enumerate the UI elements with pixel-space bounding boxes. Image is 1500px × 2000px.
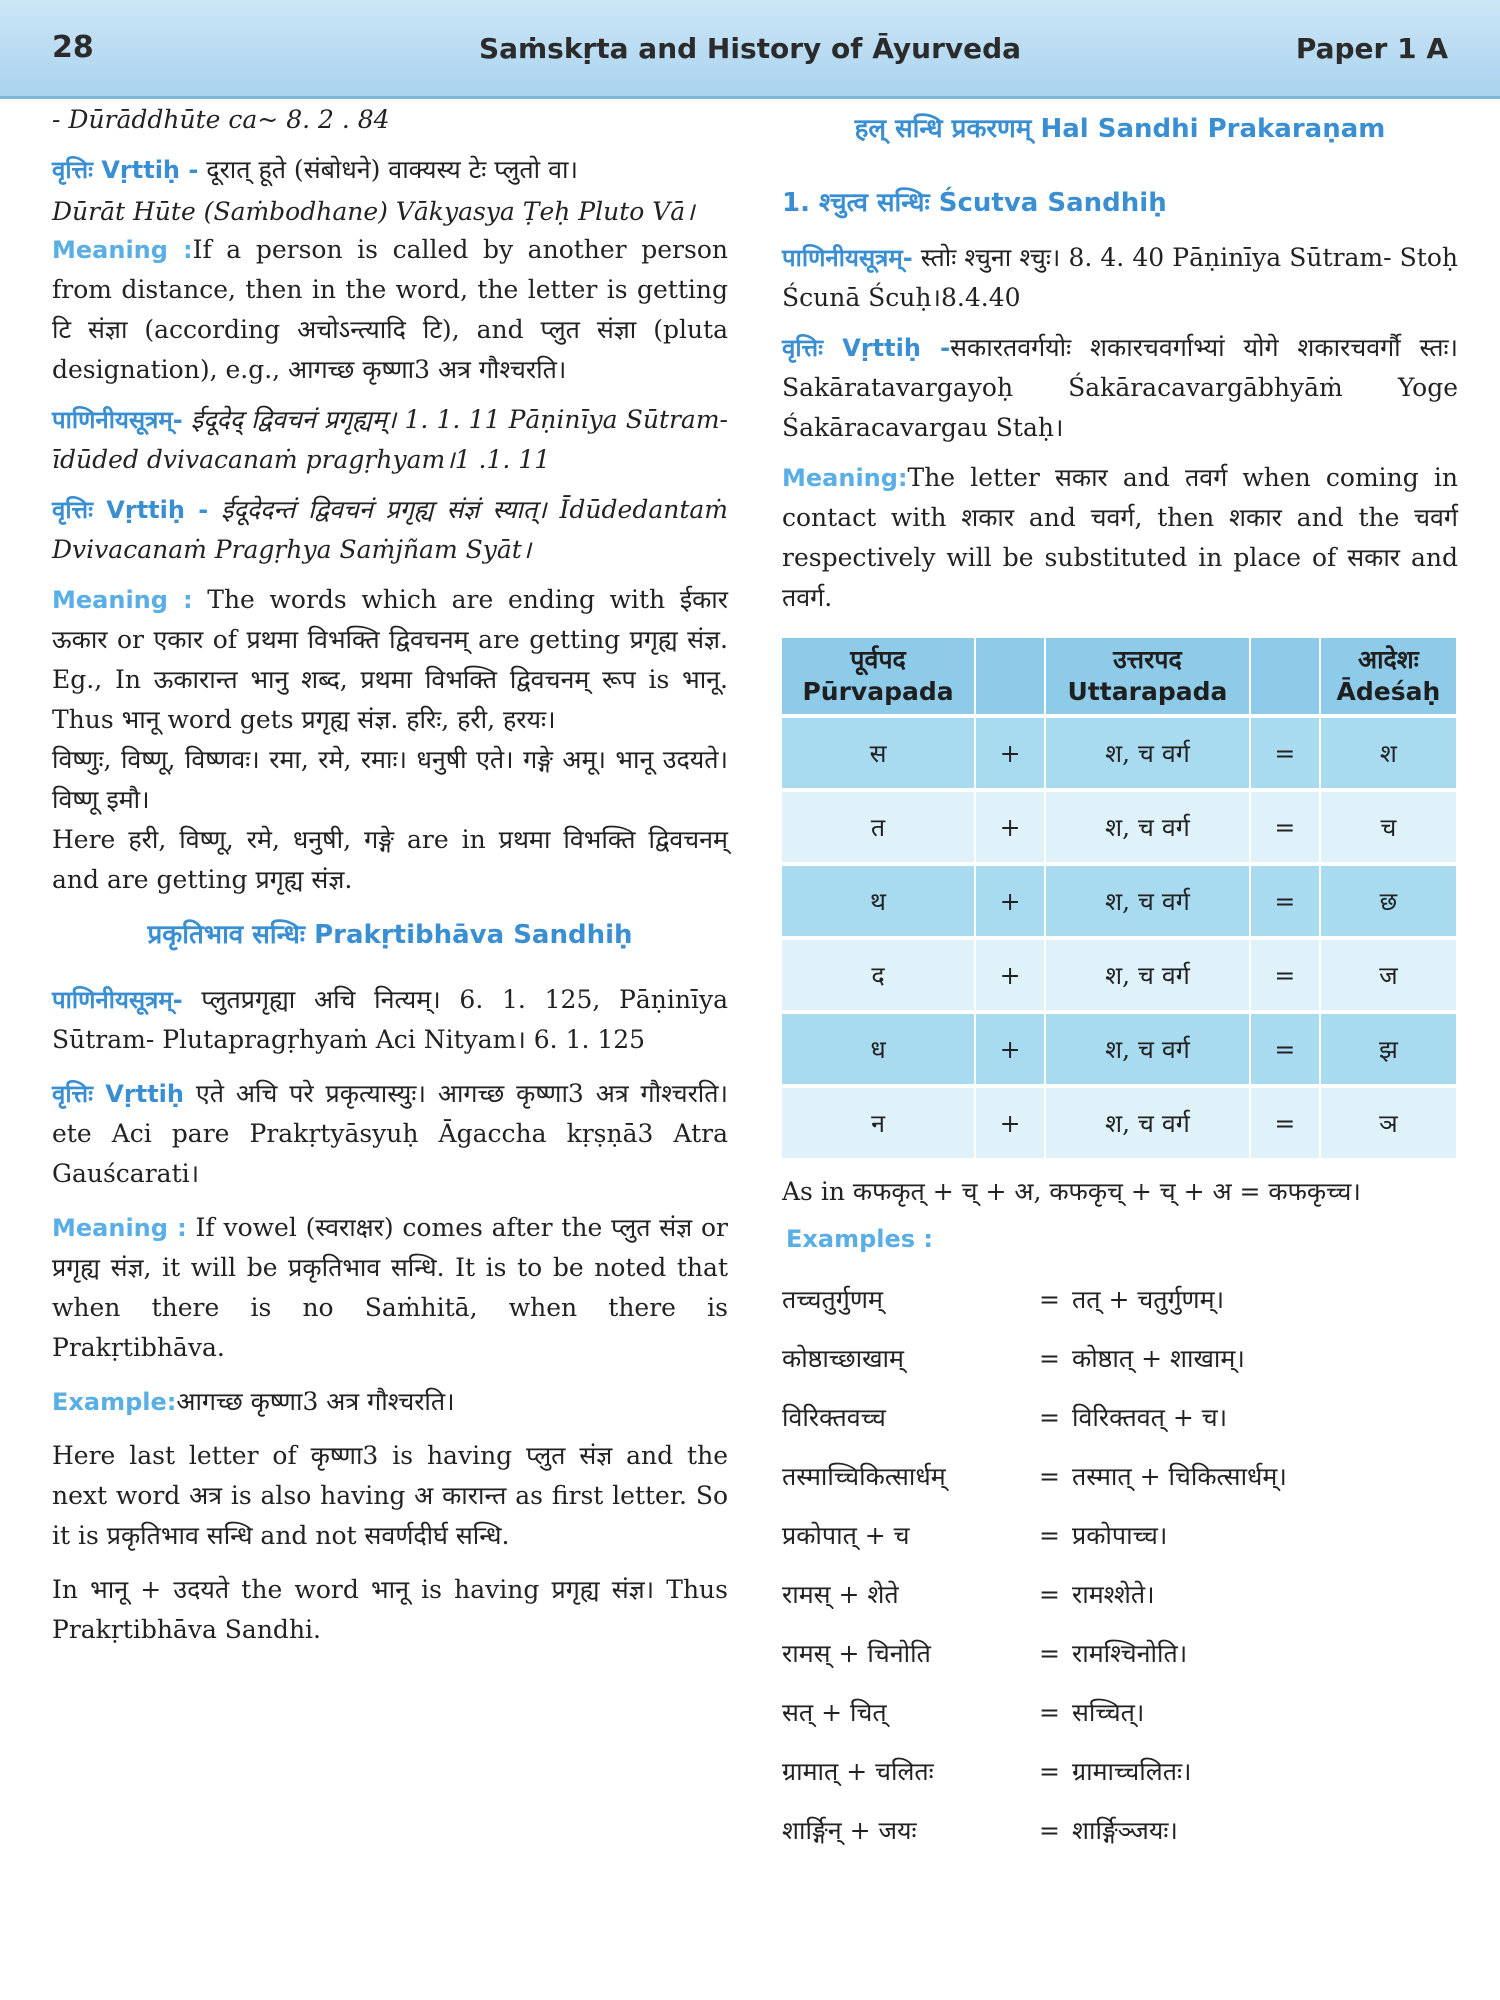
vrtti-paragraph: वृत्तिः Vṛttiḥ - दूरात् हूते (संबोधने) वाक्यस्य टेः प्लुतो वा। — [52, 155, 578, 184]
examples-list — [782, 1270, 1458, 1860]
table-cell: = — [1250, 864, 1320, 938]
vrtti-paragraph: वृत्तिः Vṛttiḥ -सकारतवर्गयोः शकारचवर्गाभ्यां योगे शकारचवर्गौ स्तः। Sakāratavargayoḥ Śakāracavargābhyāṁ Yoge Śakāracavargau Staḥ। — [782, 333, 1458, 442]
table-row — [782, 1086, 1457, 1158]
list-item: रामस् + चिनोति = रामश्चिनोति। — [782, 1638, 1188, 1668]
table-cell: श, च वर्ग — [1045, 790, 1250, 864]
list-item: तस्माच्चिकित्सार्धम् = तस्मात् + चिकित्सार्धम्। — [782, 1461, 1287, 1491]
table-cell: श, च वर्ग — [1045, 1012, 1250, 1086]
table-row — [782, 790, 1457, 864]
sutra-paragraph: पाणिनीयसूत्रम्- प्लुतप्रगृह्या अचि नित्यम्। 6. 1. 125, Pāṇinīya Sūtram- Plutapragṛhyaṁ Aci Nityam। 6. 1. 125 — [52, 985, 728, 1054]
table-cell: + — [975, 938, 1045, 1012]
table-cell: = — [1250, 1012, 1320, 1086]
table-cell: + — [975, 716, 1045, 790]
table-row — [782, 1012, 1457, 1086]
table-cell: श, च वर्ग — [1045, 864, 1250, 938]
left-column — [52, 100, 728, 1660]
section-heading: हल् सन्धि प्रकरणम् Hal Sandhi Prakaraṇam — [854, 114, 1386, 144]
col-header-spacer — [975, 638, 1045, 716]
examples-paragraph: विष्णुः, विष्णू, विष्णवः। रमा, रमे, रमाः। धनुषी एते। गङ्गे अमू। भानू उदयते। विष्णू इमौ। — [52, 745, 728, 814]
table-cell: = — [1250, 716, 1320, 790]
explanation-paragraph: Here last letter of कृष्णा3 is having प्लुत संज्ञ and the next word अत्र is also having अ कारान्त as first letter. So it is प्रकृतिभाव सन्धि and not सवर्णदीर्घ सन्धि. — [52, 1441, 728, 1550]
col-header-uttarapada: उत्तरपद Uttarapada — [1045, 638, 1250, 716]
meaning-paragraph: Meaning : The words which are ending with ईकार ऊकार or एकार of प्रथमा विभक्ति द्विवचनम् are getting प्रगृह्य संज्ञ. Eg., In ऊकारान्त भानु शब्द, प्रथमा विभक्ति द्विवचनम् रूप is भानू. Thus भानू word gets प्रगृह्य संज्ञ. हरिः, हरी, हरयः। — [52, 585, 728, 734]
explanation-paragraph: Here हरी, विष्णू, रमे, धनुषी, गङ्गे are in प्रथमा विभक्ति द्विवचनम् and are getting प्रगृह्य संज्ञ. — [52, 825, 728, 894]
table-cell: = — [1250, 790, 1320, 864]
table-cell: ञ — [1320, 1086, 1457, 1158]
table-row — [782, 716, 1457, 790]
sandhi-table — [782, 638, 1458, 1158]
table-cell: द — [782, 938, 975, 1012]
list-item: सत् + चित् = सच्चित्। — [782, 1697, 1145, 1727]
example-paragraph: Example:आगच्छ कृष्णा3 अत्र गौश्चरति। — [52, 1387, 455, 1416]
table-cell: + — [975, 1012, 1045, 1086]
table-cell: + — [975, 790, 1045, 864]
list-item: ग्रामात् + चलितः = ग्रामाच्चलितः। — [782, 1756, 1192, 1786]
paper-label: Paper 1 A — [1295, 32, 1448, 65]
list-item: रामस् + शेते = रामश्शेते। — [782, 1579, 1155, 1609]
book-title: Saṁskṛta and History of Āyurveda — [478, 32, 1022, 65]
table-cell: श — [1320, 716, 1457, 790]
transliteration: Dūrāt Hūte (Saṁbodhane) Vākyasya Ṭeḥ Pluto Vā। — [52, 197, 695, 226]
table-cell: श, च वर्ग — [1045, 716, 1250, 790]
vrtti-paragraph: वृत्तिः Vṛttiḥ एते अचि परे प्रकृत्यास्युः। आगच्छ कृष्णा3 अत्र गौश्चरति। ete Aci pare Prakṛtyāsyuḥ Āgaccha kṛṣṇā3 Atra Gauścarati। — [52, 1079, 729, 1188]
table-cell: झ — [1320, 1012, 1457, 1086]
meaning-paragraph: Meaning:The letter सकार and तवर्ग when coming in contact with शकार and चवर्ग, then शकार and the चवर्ग respectively will be substituted in place of सकार and तवर्ग. — [782, 463, 1458, 612]
table-cell: श, च वर्ग — [1045, 1086, 1250, 1158]
sutra-ref: - Dūrāddhūte ca~ 8. 2 . 84 — [52, 105, 390, 134]
list-item: कोष्ठाच्छाखाम् = कोष्ठात् + शाखाम्। — [782, 1343, 1245, 1373]
table-cell: ज — [1320, 938, 1457, 1012]
table-cell: त — [782, 790, 975, 864]
meaning-paragraph: Meaning : If vowel (स्वराक्षर) comes after the प्लुत संज्ञ or प्रगृह्य संज्ञ, it will be प्रकृतिभाव सन्धि. It is to be noted that when there is no Saṁhitā, when there is Prakṛtibhāva. — [52, 1213, 728, 1362]
table-cell: च — [1320, 790, 1457, 864]
table-row — [782, 864, 1457, 938]
as-in-paragraph: As in कफकृत् + च् + अ, कफकृच् + च् + अ = कफकृच्च। — [782, 1177, 1361, 1206]
page-number: 28 — [52, 30, 94, 65]
col-header-purvapada: पूर्वपद Pūrvapada — [782, 638, 975, 716]
page-header — [0, 0, 1500, 99]
table-header-row — [782, 638, 1457, 716]
list-item: शार्ङ्गिन् + जयः = शार्ङ्गिञ्जयः। — [782, 1815, 1178, 1845]
table-cell: = — [1250, 1086, 1320, 1158]
conclusion-paragraph: In भानू + उदयते the word भानू is having प्रगृह्य संज्ञ। Thus Prakṛtibhāva Sandhi. — [52, 1575, 728, 1644]
sub-heading: 1. श्चुत्व सन्धिः Ścutva Sandhiḥ — [782, 188, 1167, 218]
list-item: प्रकोपात् + च = प्रकोपाच्च। — [782, 1520, 1168, 1550]
col-header-adesah: आदेशः Ādeśaḥ — [1320, 638, 1457, 716]
table-row — [782, 938, 1457, 1012]
table-cell: स — [782, 716, 975, 790]
right-column — [782, 100, 1458, 1860]
list-item: तच्चतुर्गुणम् = तत् + चतुर्गुणम्। — [782, 1284, 1225, 1314]
table-cell: छ — [1320, 864, 1457, 938]
sutra-paragraph: पाणिनीयसूत्रम्- स्तोः श्चुना श्चुः। 8. 4. 40 Pāṇinīya Sūtram- Stoḥ Ścunā Ścuḥ।8.4.40 — [782, 243, 1458, 312]
table-cell: न — [782, 1086, 975, 1158]
table-cell: श, च वर्ग — [1045, 938, 1250, 1012]
table-cell: = — [1250, 938, 1320, 1012]
list-item: विरिक्तवच्च = विरिक्तवत् + च। — [782, 1402, 1228, 1432]
table-cell: थ — [782, 864, 975, 938]
table-cell: ध — [782, 1012, 975, 1086]
col-header-spacer — [1250, 638, 1320, 716]
section-heading: प्रकृतिभाव सन्धिः Prakṛtibhāva Sandhiḥ — [147, 920, 633, 950]
table-cell: + — [975, 1086, 1045, 1158]
sutra-paragraph: पाणिनीयसूत्रम्- ईदूदेद् द्विवचनं प्रगृह्यम्। 1. 1. 11 Pāṇinīya Sūtram- īdūded dvivacanaṁ pragṛhyam।1 .1. 11 — [52, 405, 728, 474]
examples-label: Examples : — [786, 1225, 933, 1253]
table-cell: + — [975, 864, 1045, 938]
meaning-paragraph: Meaning :If a person is called by another person from distance, then in the word, the letter is getting टि संज्ञा (according अचोऽन्त्यादि टि), and प्लुत संज्ञा (pluta designation), e.g., आगच्छ कृष्णा3 अत्र गौश्चरति। — [52, 235, 728, 384]
vrtti-paragraph: वृत्तिः Vṛttiḥ - ईदूदेदन्तं द्विवचनं प्रगृह्य संज्ञं स्यात्। Īdūdedantaṁ Dvivacanaṁ Pragṛhya Saṁjñam Syāt। — [52, 495, 728, 564]
